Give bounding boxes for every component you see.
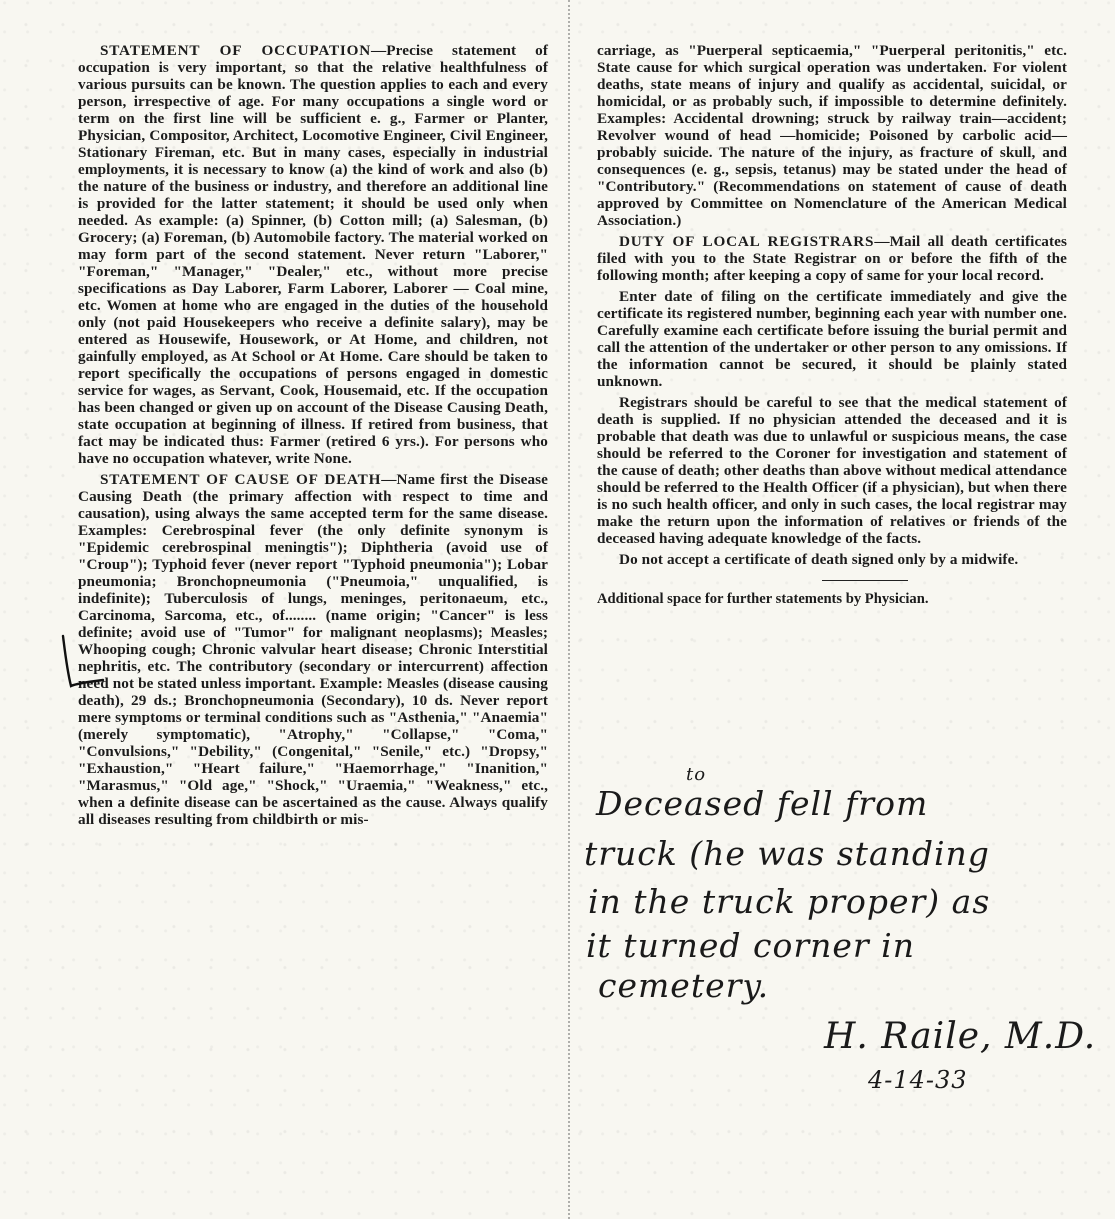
handwritten-statement — [584, 764, 1097, 1108]
duty-text: —Mail all death certificates filed with you to the State Registrar on or before the fifth of the following month; after keeping a copy of same for your local record. — [597, 233, 1067, 284]
handwritten-line-5: cemetery. — [598, 966, 770, 1005]
cause-continuation: carriage, as "Puerperal septicaemia," "Puerperal peritonitis," etc. State cause for which surgical operation was undertaken. For violent deaths, state means of injury and qualify as accidental, suicidal, or homicidal, or as probably such, if impossible to determine definitely. Examples: Accidental drowning; struck by railway train—accident; Revolver wound of head —homicide; Poisoned by carbolic acid—probably suicide. The nature of the injury, as fracture of skull, and consequences (e. g., sepsis, tetanus) may be stated under the head of "Contributory." (Recommendations on statement of cause of death approved by Committee on Nomenclature of the American Medical Association.) — [597, 42, 1067, 229]
right-column — [597, 42, 1067, 608]
handwritten-line-3: in the truck proper) as — [588, 882, 991, 921]
column-divider — [568, 0, 570, 1219]
occupation-text: —Precise statement of occupation is very important, so that the relative healthfulness of various pursuits can be known. The question applies to each and every person, irrespective of age. For many occupations a single word or term on the first line will be sufficient e. g., Farmer or Planter, Physician, Compositor, Architect, Locomotive Engineer, Civil Engineer, Stationary Fireman, etc. But in many cases, especially in industrial employments, it is necessary to know (a) the kind of work and also (b) the nature of the business or industry, and therefore an additional line is provided for the latter statement; it should be used only when needed. As example: (a) Spinner, (b) Cotton mill; (a) Salesman, (b) Grocery; (a) Foreman, (b) Automobile factory. The material worked on may form part of the second statement. Never return "Laborer," "Foreman," "Manager," "Dealer," etc., without more precise specifications as Day Laborer, Farm Laborer, Laborer — Coal mine, etc. Women at home who are engaged in the duties of the household only (not paid Housekeepers who receive a definite salary), may be entered as Housewife, Housework, or At Home, and children, not gainfully employed, as At School or At Home. Care should be taken to report specifically the occupations of persons engaged in domestic service for wages, as Servant, Cook, Housemaid, etc. If the occupation has been changed or given up on account of the Disease Causing Death, state occupation at beginning of illness. If retired from business, that fact may be indicated thus: Farmer (retired 6 yrs.). For persons who have no occupation whatever, write None. — [78, 42, 548, 467]
cause-of-death-text: —Name first the Disease Causing Death (the primary affection with respect to time and causation), using always the same accepted term for the same disease. Examples: Cerebrospinal fever (the only definite synonym is "Epidemic cerebrospinal meningtis"); Diphtheria (avoid use of "Croup"); Typhoid fever (never report "Typhoid pneumonia"); Lobar pneumonia; Bronchopneumonia ("Pneumoia," unqualified, is indefinite); Tuberculosis of lungs, meninges, peritonaeum, etc., Carcinoma, Sarcoma, etc., of........ (name origin; "Cancer" is less definite; avoid use of "Tumor" for malignant neoplasms); Measles; Whooping cough; Chronic valvular heart disease; Chronic Interstitial nephritis, etc. The contributory (secondary or intercurrent) affection need not be stated unless important. Example: Measles (disease causing death), 29 ds.; Bronchopneumonia (Secondary), 10 ds. Never report mere symptoms or terminal conditions such as "Asthenia," "Anaemia" (merely symptomatic), "Atrophy," "Collapse," "Coma," "Convulsions," "Debility," (Congenital," "Senile," etc.) "Dropsy," "Exhaustion," "Heart failure," "Haemorrhage," "Inanition," "Marasmus," "Old age," "Shock," "Uraemia," "Weakness," etc., when a definite disease can be ascertained as the cause. Always qualify all diseases resulting from childbirth or mis- — [78, 471, 548, 828]
signature-date: 4-14-33 — [868, 1066, 968, 1094]
filing-paragraph: Enter date of filing on the certificate immediately and give the certificate its registered number, beginning each year with number one. Carefully examine each certificate before issuing the burial permit and call the attention of the undertaker or other person to any omissions. If the information cannot be secured, it should be plainly stated unknown. — [597, 288, 1067, 390]
additional-space-label: Additional space for further statements by Physician. — [597, 591, 929, 607]
registrars-paragraph: Registrars should be careful to see that the medical statement of death is supplied. If no physician attended the deceased and it is probable that death was due to unlawful or suspicious means, the case should be referred to the Coroner for investigation and statement of the cause of death; other deaths than above without medical attendance should be referred to the Health Officer (if a physician), but when there is no such health officer, and only in such cases, the local registrar may make the return upon the information of relatives or friends of the deceased having adequate knowledge of the facts. — [597, 394, 1067, 547]
duty-heading: DUTY OF LOCAL REGISTRARS — [619, 233, 875, 250]
cause-of-death-section — [78, 471, 548, 828]
handwritten-check-mark — [57, 630, 105, 690]
occupation-section — [78, 42, 548, 467]
handwritten-line-2: truck (he was standing — [584, 834, 990, 873]
midwife-paragraph: Do not accept a certificate of death signed only by a midwife. — [619, 551, 1019, 568]
cause-of-death-heading: STATEMENT OF CAUSE OF DEATH — [100, 471, 382, 488]
physician-signature: H. Raile, M.D. — [824, 1016, 1097, 1057]
duty-section — [597, 233, 1067, 284]
occupation-heading: STATEMENT OF OCCUPATION — [100, 42, 371, 59]
section-rule — [822, 580, 908, 581]
handwritten-insert-to: to — [686, 764, 707, 785]
handwritten-line-1: Deceased fell from — [596, 784, 929, 823]
left-column — [78, 42, 548, 832]
handwritten-line-4: it turned corner in — [586, 926, 915, 965]
